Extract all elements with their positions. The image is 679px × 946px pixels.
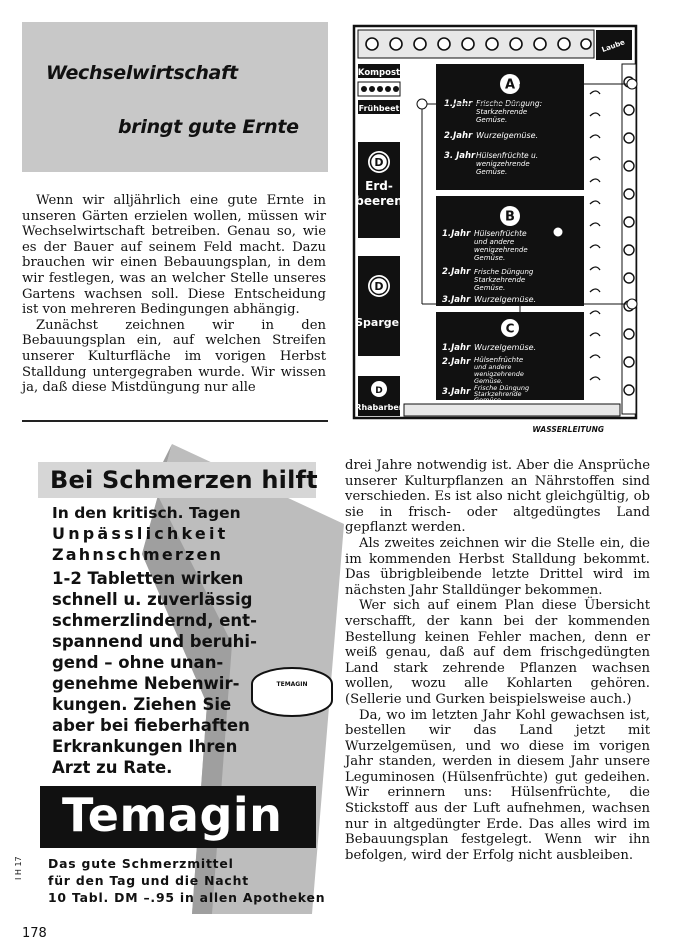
ad-title: Bei Schmerzen hilft — [38, 462, 316, 498]
bed-c-year-2: 2.Jahr — [442, 357, 471, 367]
ad-body-line: genehme Nebenwir- — [52, 674, 240, 693]
garden-plan-diagram — [352, 24, 664, 434]
bed-b-text-1a: Hülsenfrüchte — [474, 229, 527, 238]
page-number: 178 — [22, 926, 47, 941]
headline-line-2: bringt gute Ernte — [118, 116, 299, 138]
bed-c-text-2d: Gemüse. — [474, 377, 503, 385]
bed-b-text-2b: Starkzehrende — [474, 276, 526, 284]
ad-body-line: schmerzlindernd, ent- — [52, 611, 257, 630]
label-d-spargel: D — [374, 280, 384, 293]
bed-b-text-2a: Frische Düngung — [474, 268, 534, 276]
article-left-column — [22, 193, 326, 396]
bed-c-text-2a: Hülsenfrüchte — [474, 356, 524, 364]
bed-b-letter: B — [505, 209, 515, 225]
bed-a-text-1a: Frische Düngung: — [476, 99, 543, 108]
bed-c — [436, 312, 584, 404]
ad-footer-line: Das gute Schmerzmittel — [48, 856, 234, 871]
bed-a-text-3a: Hülsenfrüchte u. — [476, 151, 539, 160]
bed-a-year-1: 1.Jahr — [444, 99, 473, 109]
ad-line-1: In den kritisch. Tagen — [52, 504, 241, 522]
bed-b-text-1c: wenigzehrende — [474, 246, 528, 254]
ad-body-line: kungen. Ziehen Sie — [52, 695, 232, 714]
label-kompost: Kompost — [357, 68, 401, 78]
label-erdbeeren-2: beeren — [355, 194, 403, 208]
bed-c-text-1a: Wurzelgemüse. — [474, 343, 537, 352]
article-paragraph: Da, wo im letzten Jahr Kohl gewachsen ist, bestellen wir das Land jetzt mit Wurzelgemüsen, und wo diese im vorigen Jahr standen, werden in diesem Jahr unsere Leguminosen (Hülsenfrüchte) gut gedeihen. Wir erinnern uns: Hülsenfrüchte, die Stickstoff aus der Luft aufnehmen, wachsen nur in altgedüngter Erde. Das alles wird im Bebauungsplan festgelegt. Wenn wir ihn befolgen, wird der Erfolg nicht ausbleiben. — [345, 707, 650, 863]
label-laube: Laube — [600, 38, 626, 54]
bed-c-year-1: 1.Jahr — [442, 343, 471, 353]
label-d-rhabarber: D — [375, 386, 383, 396]
bed-b-year-1: 1.Jahr — [442, 229, 471, 239]
ad-footer-line: 10 Tabl. DM –.95 in allen Apotheken — [48, 890, 326, 905]
bed-b-text-3a: Wurzelgemüse. — [474, 295, 537, 304]
article-paragraph: drei Jahre notwendig ist. Aber die Ansprüche unserer Kulturpflanzen an Nährstoffen sind verschieden. Es ist also nicht gleichgültig, ob sie in frisch- oder altgedüngtes Land gepflanzt werden. — [345, 458, 650, 536]
tablet-label: TEMAGIN — [276, 681, 308, 688]
tablet-box — [252, 668, 332, 716]
bed-a-text-3c: Gemüse. — [476, 168, 508, 176]
article-paragraph: Als zweites zeichnen wir die Stelle ein, die im kommenden Herbst Stalldung bekommt. Das übrigbleibende letzte Drittel wird im nächsten Jahr Stalldünger bekommen. — [345, 535, 650, 598]
bed-b-text-2c: Gemüse. — [474, 284, 506, 292]
ad-line-3: Zahnschmerzen — [52, 545, 224, 564]
bed-a — [436, 64, 584, 190]
ad-code: I H 17 — [14, 856, 23, 880]
bed-b — [436, 196, 584, 306]
bed-b-year-2: 2.Jahr — [442, 267, 471, 277]
article-paragraph: Wer sich auf einem Plan diese Übersicht verschafft, der kann bei der kommenden Bestellung keinen Fehler machen, denn er weiß genau, daß auf dem frischgedüngten Land stark zehrende Pflanzen wachsen wollen, wozu alle Kohlarten gehören. (Sellerie und Gurken beispielsweise auch.) — [345, 598, 650, 707]
ad-line-2: Unpässlichkeit — [52, 524, 229, 543]
bed-a-letter: A — [504, 77, 516, 93]
ad-footer-line: für den Tag und die Nacht — [48, 873, 249, 888]
bed-c-letter: C — [505, 321, 515, 336]
bed-c-year-3: 3.Jahr — [442, 387, 471, 397]
ad-body-line: spannend und beruhi- — [52, 632, 257, 651]
ad-body-line: Erkrankungen Ihren — [52, 737, 238, 756]
label-fruehbeet: Frühbeet — [358, 104, 400, 113]
ad-body-line: Arzt zu Rate. — [52, 758, 173, 777]
bed-a-text-3b: wenigzehrende — [476, 160, 530, 168]
label-spargel: Spargel — [355, 316, 403, 329]
bed-c-text-3c: Gemüse. — [474, 396, 503, 404]
bed-a-year-2: 2.Jahr — [444, 131, 473, 141]
bed-c-text-3a: Frische Düngung — [474, 384, 530, 392]
bed-b-text-1b: und andere — [474, 238, 515, 246]
bed-b-text-1d: Gemüse. — [474, 254, 506, 262]
bed-a-text-1c: Gemüse. — [476, 116, 508, 124]
label-d-erdbeeren: D — [374, 156, 384, 169]
bed-c-text-2c: wenigzehrende — [474, 370, 524, 378]
label-rhabarber: Rhabarber — [355, 403, 403, 412]
headline-line-1: Wechselwirtschaft — [46, 62, 238, 84]
bed-c-text-3b: Starkzehrende — [474, 390, 522, 398]
article-paragraph: Zunächst zeichnen wir in den Bebauungsplan ein, auf welchen Streifen unserer Kulturfläche im vorigen Herbst Stalldung untergegraben wurde. Wir wissen ja, daß diese Mistdüngung nur alle — [22, 317, 326, 396]
ad-body-line: schnell u. zuverlässig — [52, 590, 253, 609]
ad-body-line: gend – ohne unan- — [52, 653, 224, 672]
headline-box — [22, 22, 328, 172]
article-paragraph: Wenn wir alljährlich eine gute Ernte in unseren Gärten erzielen wollen, müssen wir Wechselwirtschaft betreiben. Genau so, wie es der Bauer auf seinem Feld macht. Dazu brauchen wir einen Bebauungsplan, in dem wir festlegen, was an welcher Stelle unseres Gartens wachsen soll. Diese Entscheidung ist von mehreren Bedingungen abhängig. — [22, 193, 326, 318]
bed-c-text-2b: und andere — [474, 363, 512, 371]
bed-a-text-1b: Starkzehrende — [476, 108, 528, 116]
label-wasserleitung: WASSERLEITUNG — [532, 425, 604, 434]
bed-a-text-2a: Wurzelgemüse. — [476, 131, 539, 140]
bed-b-year-3: 3.Jahr — [442, 295, 471, 305]
ad-body-line: 1-2 Tabletten wirken — [52, 569, 244, 588]
ad-body-line: aber bei fieberhaften — [52, 716, 250, 735]
bed-a-year-3: 3. Jahr — [444, 151, 476, 161]
label-erdbeeren-1: Erd- — [365, 179, 393, 193]
section-divider — [22, 420, 328, 422]
ad-brand-logo: Temagin — [62, 788, 283, 842]
article-right-column — [345, 458, 650, 863]
